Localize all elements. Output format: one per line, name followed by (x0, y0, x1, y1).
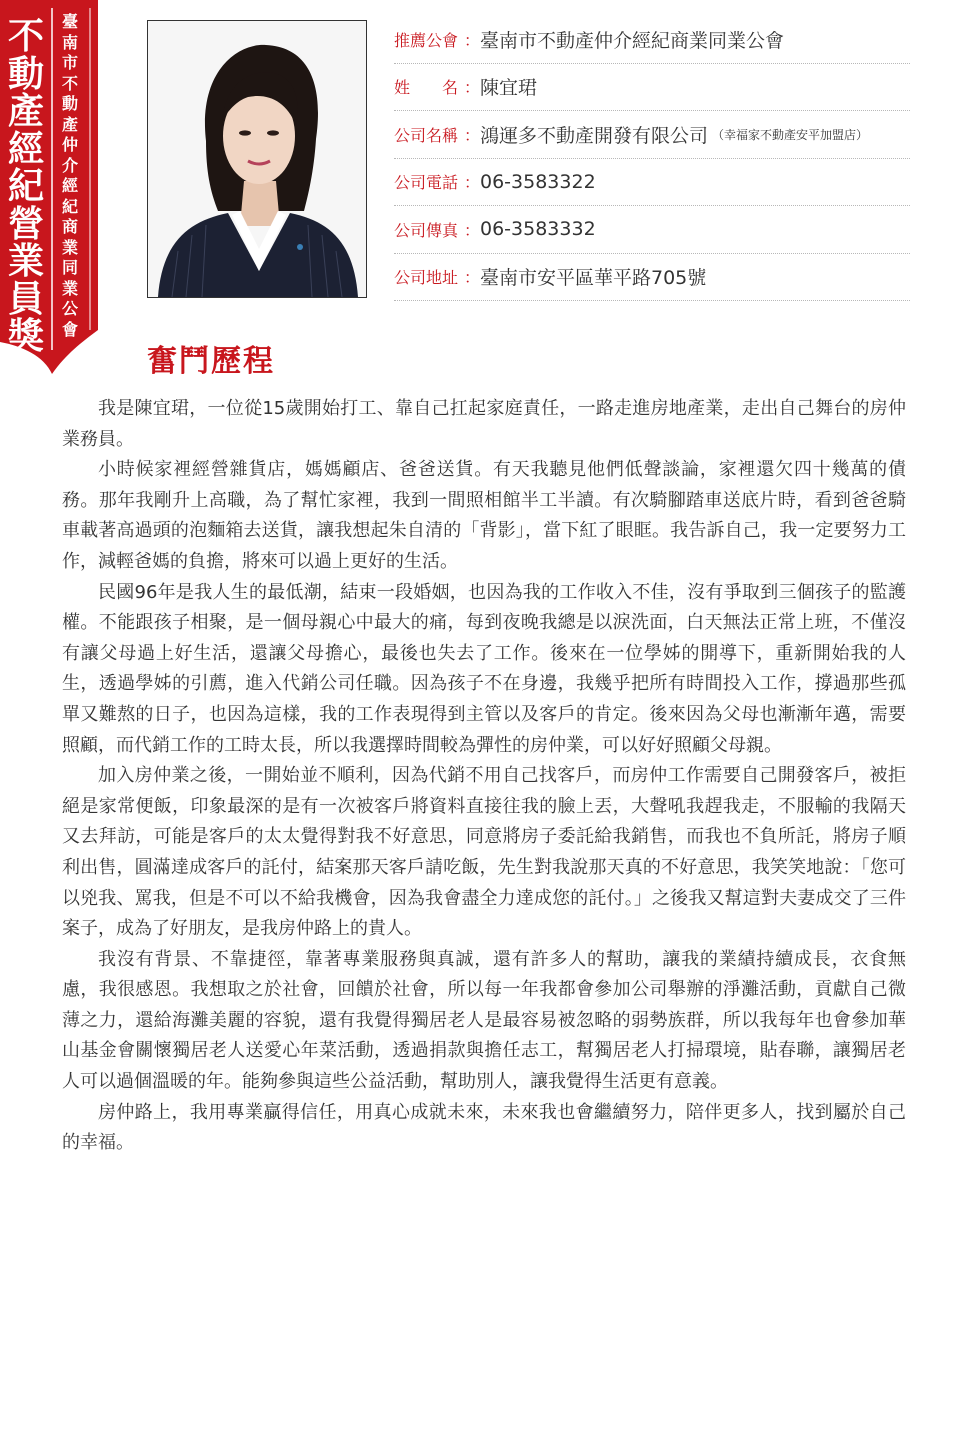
info-note: （幸福家不動產安平加盟店） (712, 127, 869, 142)
info-row-address (394, 254, 910, 302)
story-paragraph: 民國96年是我人生的最低潮，結束一段婚姻，也因為我的工作收入不佳，沒有爭取到三個孩子的監護權。不能跟孩子相聚，是一個母親心中最大的痛，每到夜晚我總是以淚洗面，白天無法正常上班，不僅沒有讓父母過上好生活，還讓父母擔心，最後也失去了工作。後來在一位學姊的開導下，重新開始我的人生，透過學姊的引薦，進入代銷公司任職。因為孩子不在身邊，我幾乎把所有時間投入工作，撐過那些孤單又難熬的日子，也因為這樣，我的工作表現得到主管以及客戶的肯定。後來因為父母也漸漸年邁，需要照顧，而代銷工作的工時太長，所以我選擇時間較為彈性的房仲業，可以好好照顧父母親。 (62, 581, 906, 756)
portrait-photo-icon (148, 21, 366, 297)
info-label: 公司電話 (394, 173, 459, 193)
info-value: 鴻運多不動產開發有限公司 (480, 124, 709, 147)
info-value: 臺南市安平區華平路705號 (480, 267, 707, 290)
info-row-company (394, 111, 910, 159)
info-colon: ： (464, 173, 481, 193)
info-label: 公司地址 (394, 268, 459, 288)
info-row-name (394, 64, 910, 112)
info-label: 公司傳真 (394, 220, 459, 240)
info-label: 姓 名 (394, 78, 459, 98)
info-value: 06-3583332 (480, 218, 596, 241)
info-colon: ： (464, 220, 481, 240)
info-value: 06-3583322 (480, 170, 596, 193)
story-paragraph: 房仲路上，我用專業贏得信任，用真心成就未來，未來我也會繼續努力，陪伴更多人，找到屬於自己的幸福。 (62, 1101, 906, 1154)
story-paragraph: 小時候家裡經營雜貨店，媽媽顧店、爸爸送貨。有天我聽見他們低聲談論，家裡還欠四十幾萬的債務。那年我剛升上高職，為了幫忙家裡，我到一間照相館半工半讀。有次騎腳踏車送底片時，看到爸爸騎車載著高過頭的泡麵箱去送貨，讓我想起朱自清的「背影」，當下紅了眼眶。我告訴自己，我一定要努力工作，減輕爸媽的負擔，將來可以過上更好的生活。 (62, 459, 906, 572)
award-title: 不動產經紀營業員獎 (7, 16, 44, 357)
info-list (394, 16, 910, 301)
story-paragraph: 加入房仲業之後，一開始並不順利，因為代銷不用自己找客戶，而房仲工作需要自己開發客戶，被拒絕是家常便飯，印象最深的是有一次被客戶將資料直接往我的臉上丟，大聲吼我趕我走，不服輸的我隔天又去拜訪，可能是客戶的太太覺得對我不好意思，同意將房子委託給我銷售，而我也不負所託，將房子順利出售，圓滿達成客戶的託付，結案那天客戶請吃飯，先生對我說那天真的不好意思，我笑笑地說：「您可以兇我、罵我，但是不可以不給我機會，因為我會盡全力達成您的託付。」之後我又幫這對夫妻成交了三件案子，成為了好朋友，是我房仲路上的貴人。 (62, 765, 906, 940)
story-paragraph: 我沒有背景、不靠捷徑，靠著專業服務與真誠，還有許多人的幫助，讓我的業績持續成長，衣食無慮，我很感恩。我想取之於社會，回饋於社會，所以每一年我都會參加公司舉辦的淨灘活動，貢獻自己微薄之力，還給海灘美麗的容貌，還有我覺得獨居老人是最容易被忽略的弱勢族群，所以我每年也會參加華山基金會關懷獨居老人送愛心年菜活動，透過捐款與擔任志工，幫獨居老人打掃環境，貼春聯，讓獨居老人可以過個溫暖的年。能夠參與這些公益活動，幫助別人，讓我覺得生活更有意義。 (62, 948, 906, 1093)
story-heading: 奮鬥歷程 (147, 344, 275, 379)
info-label: 推薦公會 (394, 30, 459, 50)
info-row-fax (394, 206, 910, 254)
info-row-association (394, 16, 910, 64)
info-value: 陳宜珺 (480, 77, 538, 100)
story-body (62, 394, 906, 1159)
info-colon: ： (464, 268, 481, 288)
story-paragraph: 我是陳宜珺，一位從15歲開始打工、靠自己扛起家庭責任，一路走進房地產業，走出自己舞台的房仲業務員。 (62, 398, 906, 450)
info-colon: ： (464, 30, 481, 50)
info-colon: ： (464, 78, 481, 98)
info-value: 臺南市不動產仲介經紀商業同業公會 (480, 29, 785, 52)
info-label: 公司名稱 (394, 125, 459, 145)
association-name-vertical: 臺南市不動產仲介經紀商業同業公會 (61, 12, 78, 339)
info-row-phone (394, 159, 910, 207)
portrait-photo (147, 20, 367, 298)
info-colon: ： (464, 125, 481, 145)
